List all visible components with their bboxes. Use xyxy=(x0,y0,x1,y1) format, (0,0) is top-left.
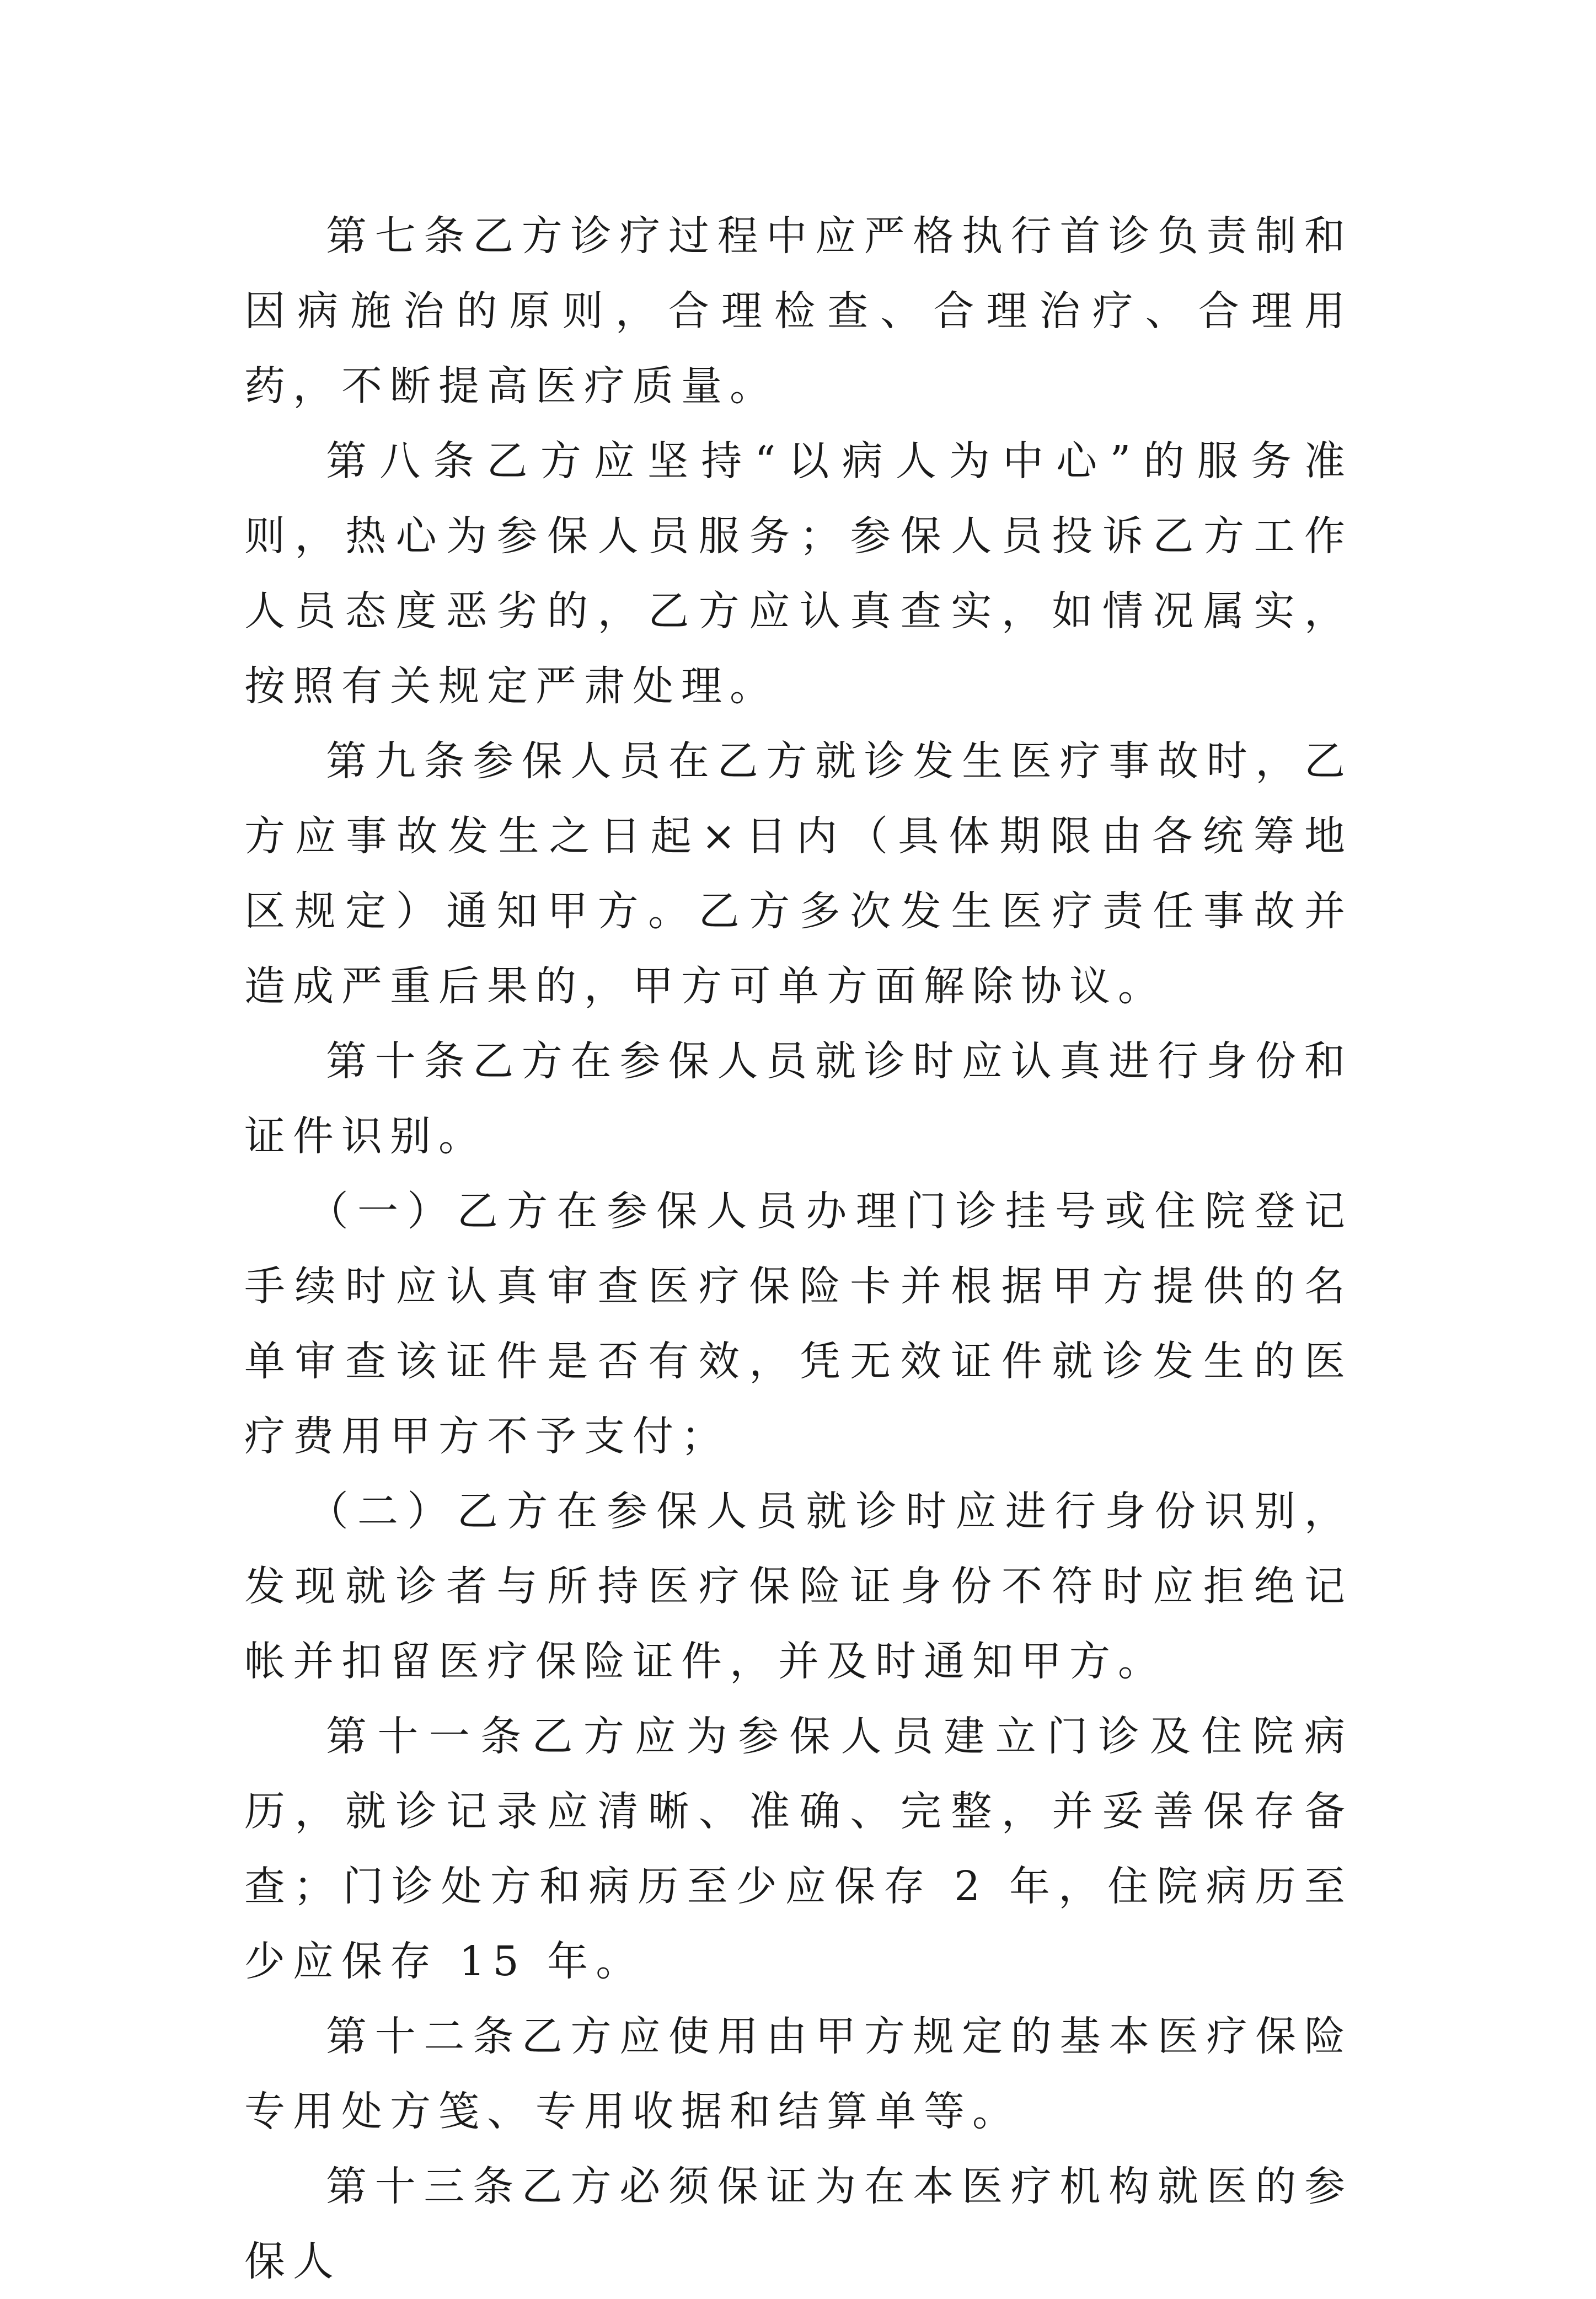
article-8: 第八条乙方应坚持“以病人为中心”的服务准则，热心为参保人员服务；参保人员投诉乙方工作人员态度恶劣的，乙方应认真查实，如情况属实，按照有关规定严肃处理。 xyxy=(244,437,1353,710)
article-10-item-1: （一）乙方在参保人员办理门诊挂号或住院登记手续时应认真审查医疗保险卡并根据甲方提供的名单审查该证件是否有效，凭无效证件就诊发生的医疗费用甲方不予支付； xyxy=(244,1188,1353,1460)
document-body xyxy=(244,199,1353,2299)
article-12: 第十二条乙方应使用由甲方规定的基本医疗保险专用处方笺、专用收据和结算单等。 xyxy=(244,2013,1353,2135)
article-9: 第九条参保人员在乙方就诊发生医疗事故时，乙方应事故发生之日起×日内（具体期限由各统筹地区规定）通知甲方。乙方多次发生医疗责任事故并造成严重后果的，甲方可单方面解除协议。 xyxy=(244,737,1353,1010)
article-10-item-2: （二）乙方在参保人员就诊时应进行身份识别，发现就诊者与所持医疗保险证身份不符时应拒绝记帐并扣留医疗保险证件，并及时通知甲方。 xyxy=(244,1488,1353,1685)
article-13: 第十三条乙方必须保证为在本医疗机构就医的参保人 xyxy=(244,2163,1353,2285)
article-10: 第十条乙方在参保人员就诊时应认真进行身份和证件识别。 xyxy=(244,1038,1353,1160)
article-11: 第十一条乙方应为参保人员建立门诊及住院病历，就诊记录应清晰、准确、完整，并妥善保存备查；门诊处方和病历至少应保存 2 年，住院病历至少应保存 15 年。 xyxy=(244,1713,1353,1985)
article-7: 第七条乙方诊疗过程中应严格执行首诊负责制和因病施治的原则，合理检查、合理治疗、合理用药，不断提高医疗质量。 xyxy=(244,212,1353,410)
